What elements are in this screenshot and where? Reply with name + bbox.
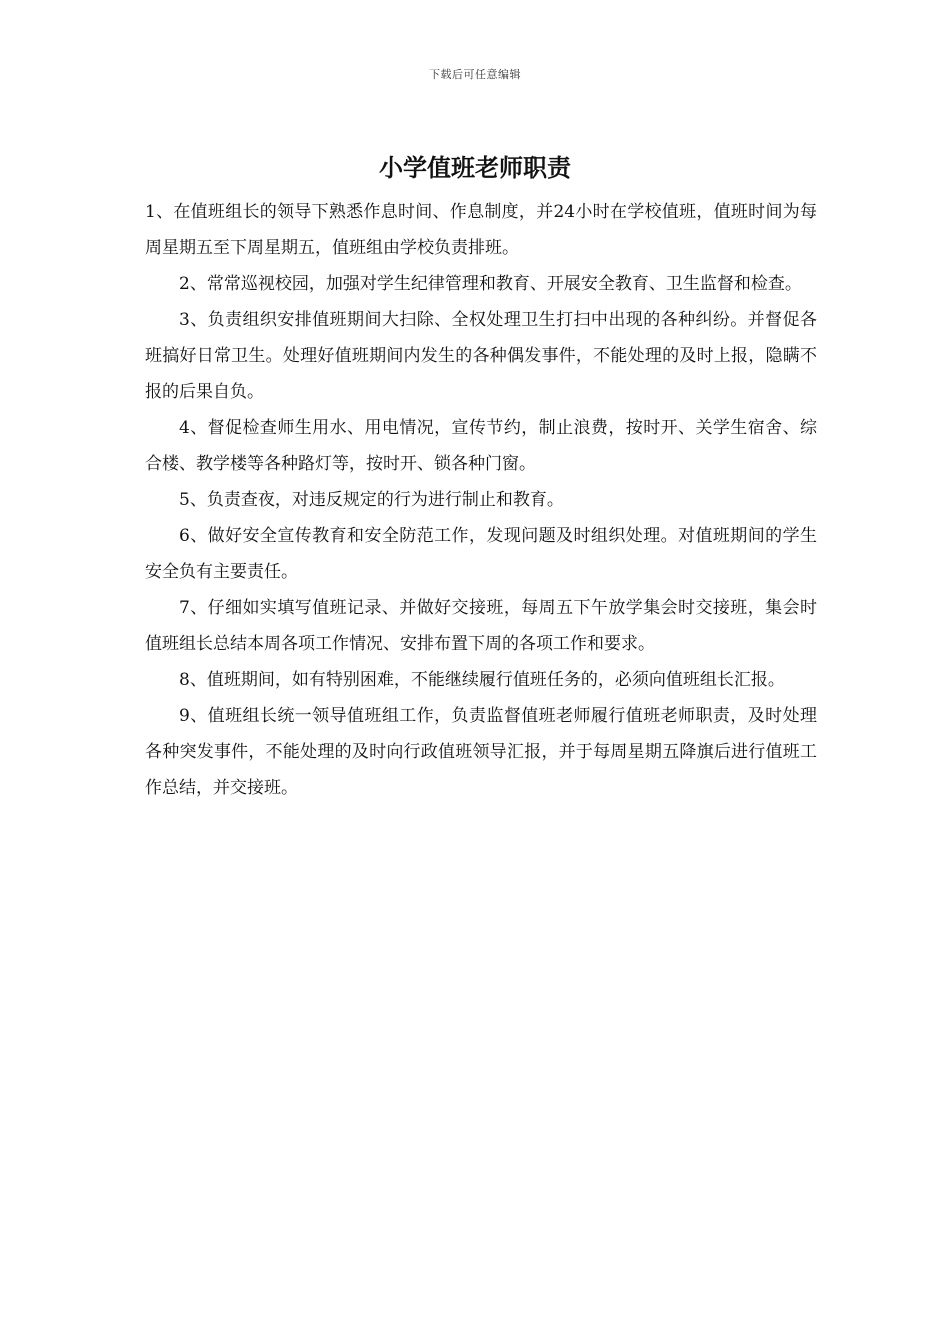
clause-1: 1、在值班组长的领导下熟悉作息时间、作息制度，并24小时在学校值班，值班时间为每周星期五至下周星期五，值班组由学校负责排班。 [145,202,817,258]
clause-3: 3、负责组织安排值班期间大扫除、全权处理卫生打扫中出现的各种纠纷。并督促各班搞好日常卫生。处理好值班期间内发生的各种偶发事件，不能处理的及时上报，隐瞒不报的后果自负。 [145,310,817,402]
clause-2: 2、常常巡视校园，加强对学生纪律管理和教育、开展安全教育、卫生监督和检查。 [179,274,802,294]
clause-9: 9、值班组长统一领导值班组工作，负责监督值班老师履行值班老师职责，及时处理各种突发事件，不能处理的及时向行政值班领导汇报，并于每周星期五降旗后进行值班工作总结，并交接班。 [145,706,817,798]
clause-5: 5、负责查夜，对违反规定的行为进行制止和教育。 [179,490,564,510]
clause-6: 6、做好安全宣传教育和安全防范工作，发现问题及时组织处理。对值班期间的学生安全负有主要责任。 [145,526,817,582]
document-body [145,194,817,806]
clause-8: 8、值班期间，如有特别困难，不能继续履行值班任务的，必须向值班组长汇报。 [179,670,785,690]
clause-7: 7、仔细如实填写值班记录、并做好交接班，每周五下午放学集会时交接班，集会时值班组长总结本周各项工作情况、安排布置下周的各项工作和要求。 [145,598,817,654]
page-title: 小学值班老师职责 [379,153,571,182]
header-note: 下载后可任意编辑 [429,68,521,81]
clause-4: 4、督促检查师生用水、用电情况，宣传节约，制止浪费，按时开、关学生宿舍、综合楼、教学楼等各种路灯等，按时开、锁各种门窗。 [145,418,817,474]
